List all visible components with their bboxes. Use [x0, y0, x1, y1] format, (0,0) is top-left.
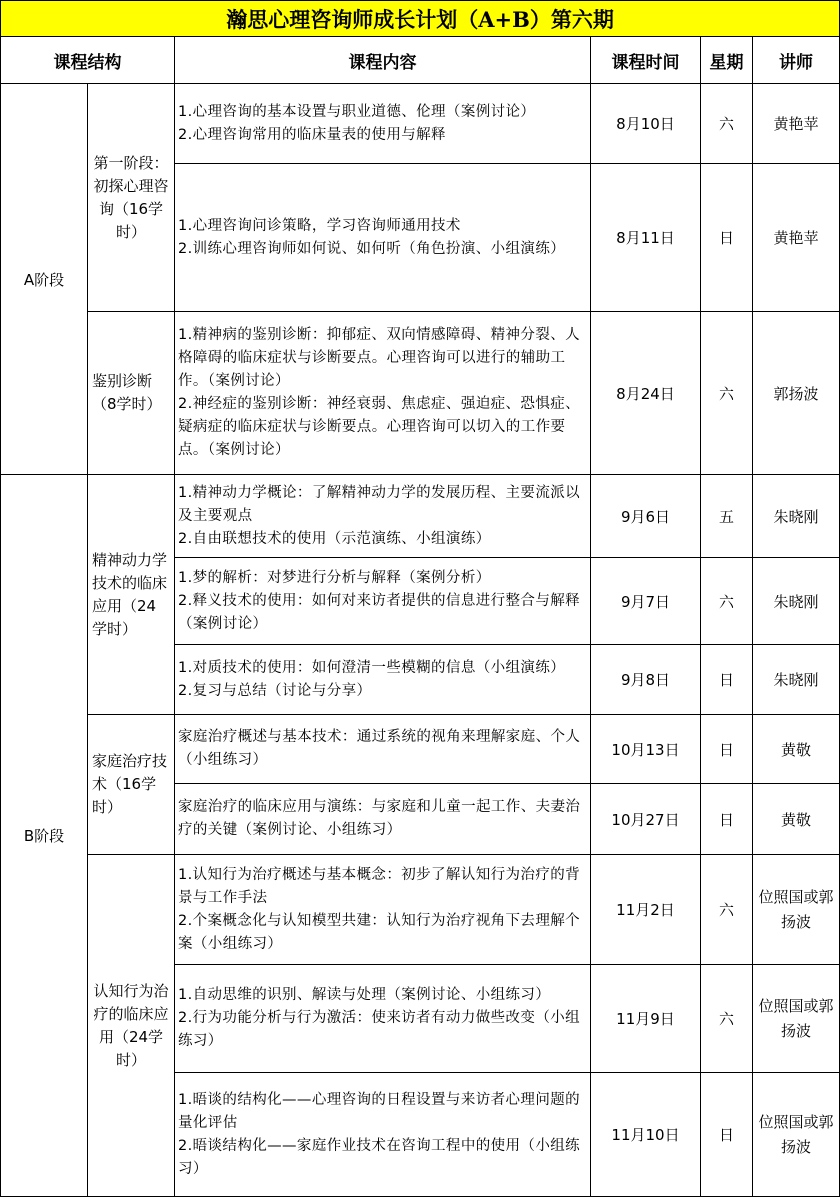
content-line: 家庭治疗概述与基本技术：通过系统的视角来理解家庭、个人（小组练习） [178, 729, 581, 768]
module-3-label: 精神动力学技术的临床应用（24学时） [88, 475, 175, 715]
content-line: 2.个案概念化与认知模型共建：认知行为治疗视角下去理解个案（小组练习） [178, 912, 581, 952]
course-weekday: 日 [701, 164, 753, 312]
content-line: 家庭治疗的临床应用与演练：与家庭和儿童一起工作、夫妻治疗的关键（案例讨论、小组练习） [178, 799, 581, 838]
module-1-label: 第一阶段：初探心理咨询（16学时） [88, 84, 175, 312]
course-date: 9月6日 [591, 475, 701, 558]
content-line: 1.晤谈的结构化——心理咨询的日程设置与来访者心理问题的量化评估 [178, 1091, 581, 1131]
content-line: 2.自由联想技术的使用（示范演练、小组演练） [178, 530, 491, 547]
header-weekday: 星期 [701, 37, 753, 84]
table-row [1, 715, 840, 784]
content-line: 2.释义技术的使用：如何对来访者提供的信息进行整合与解释（案例讨论） [178, 592, 581, 632]
course-weekday: 五 [701, 475, 753, 558]
module-2-label: 鉴别诊断（8学时） [88, 312, 175, 475]
stage-b-label: B阶段 [1, 475, 88, 1197]
course-weekday: 日 [701, 784, 753, 855]
header-row [1, 37, 840, 84]
content-line: 2.晤谈结构化——家庭作业技术在咨询工程中的使用（小组练习） [178, 1137, 581, 1177]
course-lecturer: 黄敬 [753, 715, 840, 784]
course-content [175, 1073, 591, 1197]
content-line: 2.心理咨询常用的临床量表的使用与解释 [178, 126, 446, 143]
course-weekday: 六 [701, 312, 753, 475]
course-weekday: 六 [701, 965, 753, 1073]
course-content [175, 164, 591, 312]
course-date: 11月10日 [591, 1073, 701, 1197]
course-weekday: 日 [701, 645, 753, 715]
course-date: 8月11日 [591, 164, 701, 312]
course-lecturer: 郭扬波 [753, 312, 840, 475]
course-weekday: 六 [701, 84, 753, 164]
content-line: 1.心理咨询问诊策略，学习咨询师通用技术 [178, 217, 461, 234]
content-line: 1.梦的解析：对梦进行分析与解释（案例分析） [178, 569, 491, 586]
header-content: 课程内容 [175, 37, 591, 84]
content-line: 1.对质技术的使用：如何澄清一些模糊的信息（小组演练） [178, 659, 566, 676]
course-lecturer: 朱晓刚 [753, 558, 840, 645]
module-5-label: 认知行为治疗的临床应用（24学时） [88, 855, 175, 1197]
table-row [1, 475, 840, 558]
course-content [175, 645, 591, 715]
course-date: 10月27日 [591, 784, 701, 855]
course-content [175, 84, 591, 164]
course-date: 9月7日 [591, 558, 701, 645]
content-line: 1.精神动力学概论：了解精神动力学的发展历程、主要流派以及主要观点 [178, 484, 581, 524]
course-lecturer: 位照国或郭扬波 [753, 1073, 840, 1197]
course-date: 11月2日 [591, 855, 701, 965]
content-line: 1.心理咨询的基本设置与职业道德、伦理（案例讨论） [178, 103, 536, 120]
course-lecturer: 位照国或郭扬波 [753, 855, 840, 965]
table-row [1, 84, 840, 164]
page-title: 瀚思心理咨询师成长计划（A+B）第六期 [1, 1, 840, 37]
course-content [175, 965, 591, 1073]
course-lecturer: 朱晓刚 [753, 645, 840, 715]
stage-a-label: A阶段 [1, 84, 88, 475]
title-row [1, 1, 840, 37]
course-date: 8月10日 [591, 84, 701, 164]
course-content [175, 312, 591, 475]
course-date: 9月8日 [591, 645, 701, 715]
course-content [175, 558, 591, 645]
course-date: 10月13日 [591, 715, 701, 784]
module-4-label: 家庭治疗技术（16学时） [88, 715, 175, 855]
course-lecturer: 黄艳苹 [753, 164, 840, 312]
course-weekday: 六 [701, 855, 753, 965]
course-date: 8月24日 [591, 312, 701, 475]
course-weekday: 日 [701, 715, 753, 784]
content-line: 2.神经症的鉴别诊断：神经衰弱、焦虑症、强迫症、恐惧症、疑病症的临床症状与诊断要点。心理咨询可以切入的工作要点。（案例讨论） [178, 396, 581, 458]
content-line: 2.行为功能分析与行为激活：使来访者有动力做些改变（小组练习） [178, 1010, 581, 1049]
course-weekday: 日 [701, 1073, 753, 1197]
content-line: 1.自动思维的识别、解读与处理（案例讨论、小组练习） [178, 987, 551, 1003]
course-lecturer: 黄敬 [753, 784, 840, 855]
course-lecturer: 位照国或郭扬波 [753, 965, 840, 1073]
course-weekday: 六 [701, 558, 753, 645]
table-row [1, 312, 840, 475]
content-line: 2.训练心理咨询师如何说、如何听（角色扮演、小组演练） [178, 240, 566, 257]
course-lecturer: 朱晓刚 [753, 475, 840, 558]
course-content [175, 715, 591, 784]
table-row [1, 855, 840, 965]
course-lecturer: 黄艳苹 [753, 84, 840, 164]
content-line: 1.精神病的鉴别诊断：抑郁症、双向情感障碍、精神分裂、人格障碍的临床症状与诊断要点。心理咨询可以进行的辅助工作。（案例讨论） [178, 327, 581, 389]
header-lecturer: 讲师 [753, 37, 840, 84]
course-content [175, 475, 591, 558]
course-date: 11月9日 [591, 965, 701, 1073]
header-time: 课程时间 [591, 37, 701, 84]
content-line: 2.复习与总结（讨论与分享） [178, 682, 372, 699]
content-line: 1.认知行为治疗概述与基本概念：初步了解认知行为治疗的背景与工作手法 [178, 866, 581, 906]
header-structure: 课程结构 [1, 37, 175, 84]
course-content [175, 855, 591, 965]
course-content [175, 784, 591, 855]
